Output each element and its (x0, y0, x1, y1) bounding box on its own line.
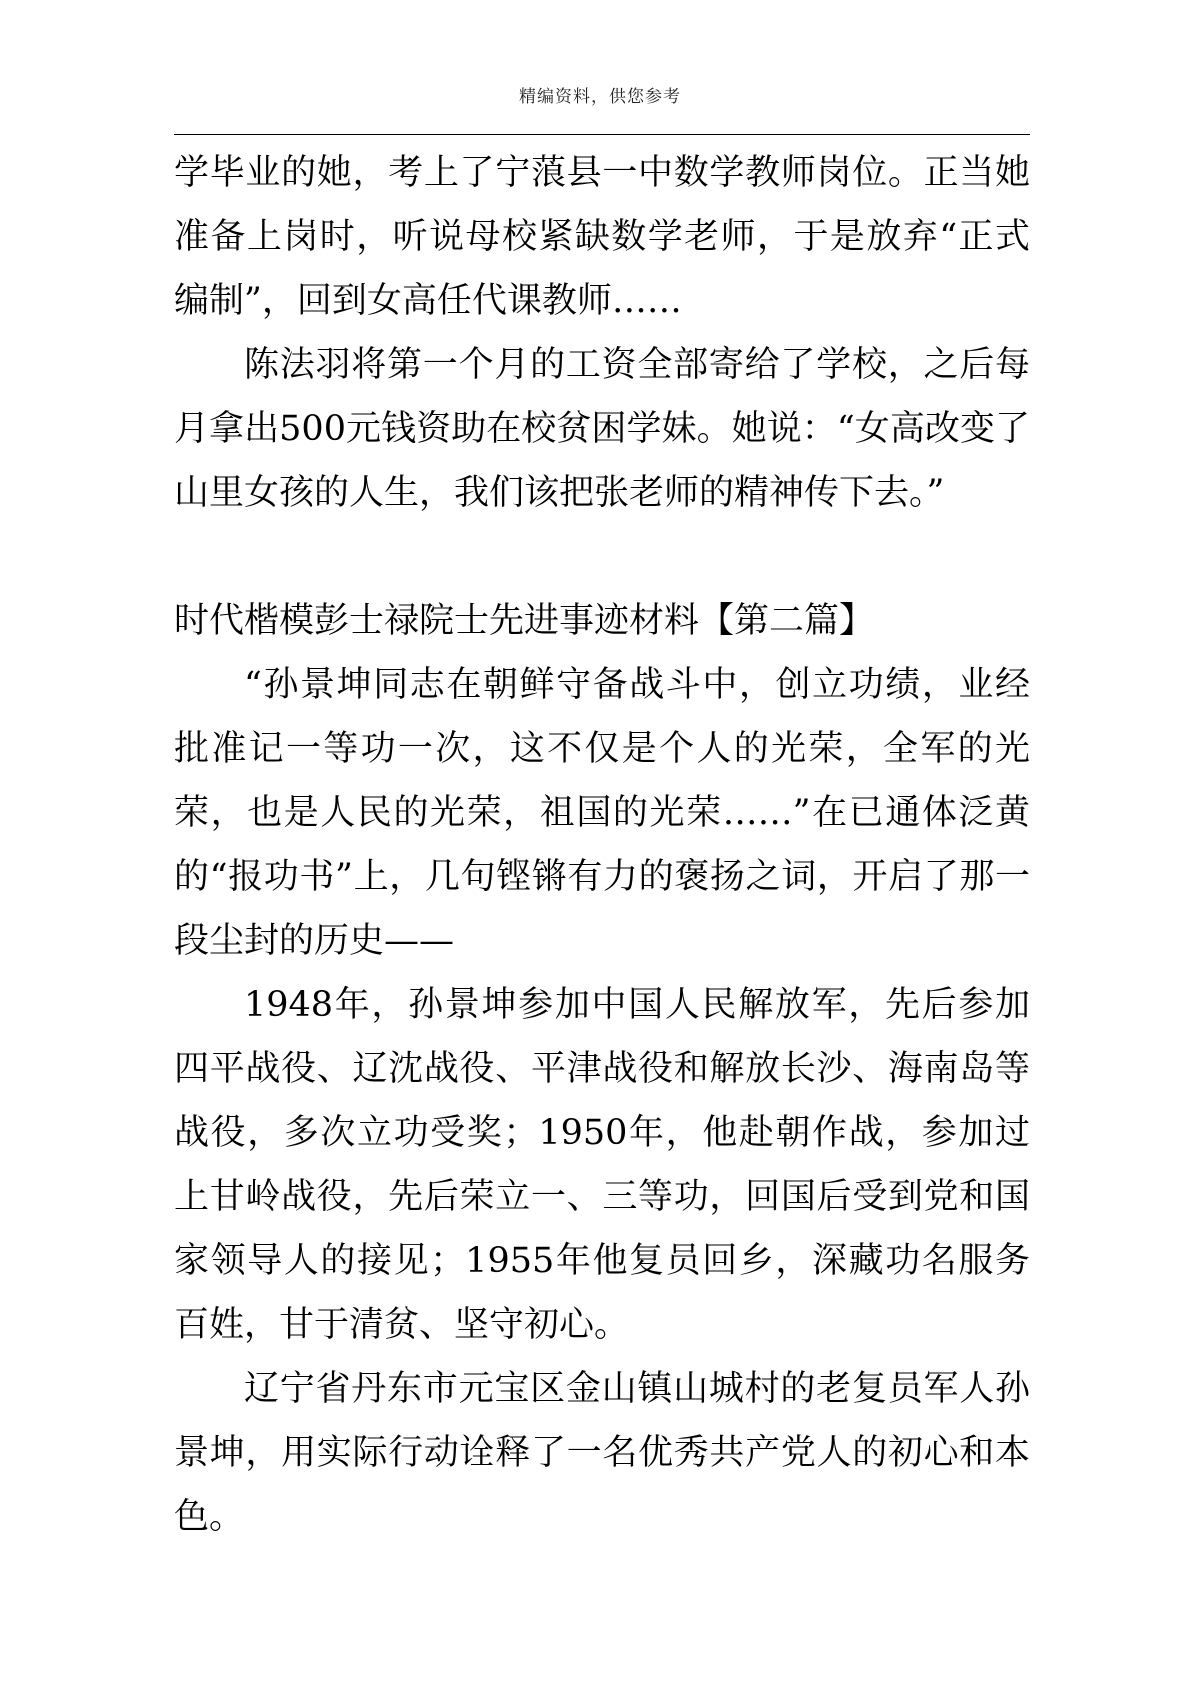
header-divider (174, 134, 1030, 135)
paragraph-continuation: 学毕业的她，考上了宁蒗县一中数学教师岗位。正当她准备上岗时，听说母校紧缺数学老师，于是放弃“正式编制”，回到女高任代课教师…… (174, 153, 1030, 321)
paragraph-citation-quote: “孙景坤同志在朝鲜守备战斗中，创立功绩，业经批准记一等功一次，这不仅是个人的光荣，全军的光荣，也是人民的光荣，祖国的光荣……”在已通体泛黄的“报功书”上，几句铿锵有力的褒扬之词，开启了那一段尘封的历史—— (174, 665, 1030, 961)
paragraph-biography: 1948年，孙景坤参加中国人民解放军，先后参加四平战役、辽沈战役、平津战役和解放长沙、海南岛等战役，多次立功受奖；1950年，他赴朝作战，参加过上甘岭战役，先后荣立一、三等功，回国后受到党和国家领导人的接见；1955年他复员回乡，深藏功名服务百姓，甘于清贫、坚守初心。 (174, 985, 1030, 1345)
page-header: 精编资料，供您参考 (519, 87, 681, 107)
paragraph-summary: 辽宁省丹东市元宝区金山镇山城村的老复员军人孙景坤，用实际行动诠释了一名优秀共产党人的初心和本色。 (174, 1369, 1030, 1537)
section-spacer (174, 525, 1030, 589)
paragraph-chen-fayu: 陈法羽将第一个月的工资全部寄给了学校，之后每月拿出500元钱资助在校贫困学妹。她说：“女高改变了山里女孩的人生，我们该把张老师的精神传下去。” (174, 345, 1030, 513)
document-body (174, 141, 1030, 1549)
section-title: 时代楷模彭士禄院士先进事迹材料【第二篇】 (174, 601, 875, 641)
